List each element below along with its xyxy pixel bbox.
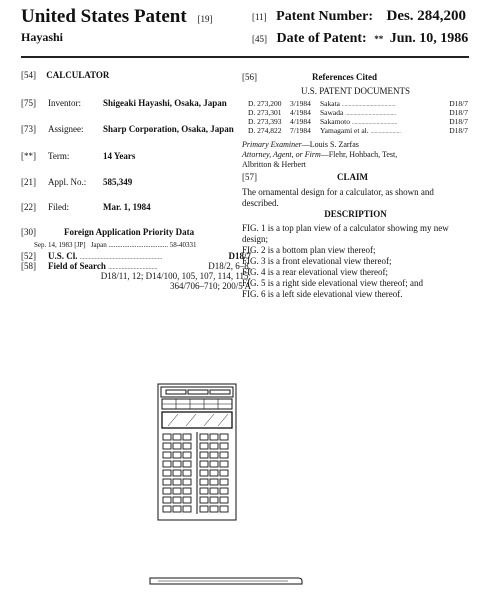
priority-line: Sep. 14, 1983 [JP] Japan .................................. 58-40331 [34,241,197,249]
calculator-key [183,479,191,485]
reference-number: D. 273,301 [248,108,282,117]
field-code: [30] [21,227,36,237]
leader-dots: ................................. [108,265,158,271]
calculator-key [220,452,228,458]
calculator-key [210,434,218,440]
field-code: [22] [21,202,36,212]
uscl-label-text: U.S. Cl. [48,251,80,261]
num-label: Patent Number: [276,9,373,24]
assignee-field [21,124,251,135]
examiner-line [242,140,359,150]
field-code: [57] [242,172,257,182]
calculator-key [183,452,191,458]
calculator-key [210,506,218,512]
leader-dots: ..................................... [345,111,397,117]
calculator-key [200,479,208,485]
calculator-key [210,461,218,467]
priority-title: Foreign Application Priority Data [64,227,195,237]
reference-inventor [320,126,401,137]
term-field [21,151,251,162]
date-of-patent-line [252,30,468,48]
reference-class: D18/7 [449,117,468,126]
filed-field [21,202,251,213]
reference-class: D18/7 [449,126,468,135]
calculator-key [163,506,171,512]
calculator-key [210,479,218,485]
inventor-value: Shigeaki Hayashi, Osaka, Japan [103,98,227,108]
calculator-key [173,470,181,476]
reference-inventor-name: Yamagami et al. [320,126,369,135]
calculator-key [220,443,228,449]
title-field [21,70,109,81]
date-label: Date of Patent: [276,31,367,46]
figure-text: is a right side elevational view thereof; and [265,278,423,288]
calculator-key [183,461,191,467]
calculator-key [200,443,208,449]
figure-label: FIG. 6 [242,289,266,299]
date-code: [45] [252,34,267,44]
filed-value: Mar. 1, 1984 [103,202,151,212]
assignee-value: Sharp Corporation, Osaka, Japan [103,124,234,134]
figure-description [242,256,467,267]
field-label: Inventor: [48,98,81,108]
figure-text: is a top plan view of a calculator showing my new design; [242,223,449,244]
appl-value: 585,349 [103,177,133,187]
calculator-key [220,497,228,503]
field-code: [56] [242,72,257,82]
attorney-line-2: Albritton & Herbert [242,160,306,169]
references-title: References Cited [312,72,378,82]
us-patent-documents-title: U.S. PATENT DOCUMENTS [300,86,411,96]
priority-header [21,227,251,238]
patent-date: Jun. 10, 1986 [389,31,469,46]
figure-text: is a rear elevational view thereof; [265,267,388,277]
figure-label: FIG. 5 [242,278,266,288]
field-label: Filed: [48,202,70,212]
calculator-key [210,470,218,476]
top-keys-row [166,390,230,394]
leader-dots: ...................... [370,129,401,135]
side-view [150,578,302,584]
patent-number-line [252,7,466,26]
field-label: Assignee: [48,124,84,134]
patent-title [21,6,212,30]
display-window [162,412,232,428]
calculator-key [183,434,191,440]
references-header [242,72,469,83]
calculator-key [200,506,208,512]
field-code: [21] [21,177,36,187]
field-code: [75] [21,98,36,108]
keypad-keys [163,434,228,512]
calculator-key [163,470,171,476]
figure-label: FIG. 1 [242,223,266,233]
invention-title: CALCULATOR [46,70,110,80]
figure-description [242,289,467,300]
attorney-value: —Flehr, Hohbach, Test, [320,150,398,159]
calculator-key [163,452,171,458]
display-hatch [168,414,228,426]
calculator-key [210,488,218,494]
calculator-key [200,461,208,467]
figure-description [242,245,467,256]
calculator-key [220,470,228,476]
attorney-label: Attorney, Agent, or Firm [242,150,321,159]
calculator-key [220,434,228,440]
calculator-key [163,497,171,503]
calculator-key [163,443,171,449]
claim-header [242,172,469,183]
figure-label: FIG. 3 [242,256,266,266]
leader-dots: ....................................... [341,102,396,108]
figure-description [242,278,467,289]
num-code: [11] [252,12,267,22]
calculator-key [200,488,208,494]
uscl-value: D18/7 [228,251,251,261]
field-label: Term: [48,151,70,161]
calculator-key [220,461,228,467]
calculator-key [173,452,181,458]
patent-number: Des. 284,200 [386,8,467,24]
calculator-key [210,452,218,458]
calculator-key [173,506,181,512]
calculator-key [173,488,181,494]
calculator-key [200,434,208,440]
calculator-key [200,452,208,458]
field-code: [52] [21,251,36,261]
reference-inventor-name: Sakata [320,99,340,108]
calculator-key [173,497,181,503]
title-code: [19] [197,14,213,24]
calculator-key [163,479,171,485]
claim-text: The ornamental design for a calculator, as shown and described. [242,187,434,208]
field-label: Appl. No.: [48,177,87,187]
examiner-value: —Louis S. Zarfas [301,140,359,149]
calculator-key [200,470,208,476]
calculator-key [173,461,181,467]
leader-dots: ....................................................... [79,255,163,261]
calculator-key [163,488,171,494]
calculator-key [163,461,171,467]
calculator-key [220,479,228,485]
calculator-key [183,470,191,476]
calculator-key [210,497,218,503]
calculator-key [173,443,181,449]
inventor-surname: Hayashi [21,30,64,44]
calculator-key [220,506,228,512]
inventor-field [21,98,251,109]
calculator-key [200,497,208,503]
field-code: [73] [21,124,36,134]
search-value-1: D18/2, 6–8, [208,261,251,271]
figure-text: is a left side elevational view thereof. [265,289,403,299]
examiner-label: Primary Examiner [242,140,302,149]
term-value: 14 Years [103,151,136,161]
claim-title: CLAIM [337,172,368,182]
calculator-key [183,443,191,449]
reference-date: 4/1984 [290,108,311,117]
reference-date: 3/1984 [290,99,311,108]
calculator-key [220,488,228,494]
title-text: United States Patent [21,6,187,27]
reference-date: 7/1984 [290,126,311,135]
calculator-key [163,434,171,440]
calculator-key [183,488,191,494]
reference-class: D18/7 [449,108,468,117]
attorney-line [242,150,397,160]
figure-description [242,223,467,245]
field-code: [**] [21,151,36,161]
figure-text: is a front elevational view thereof; [265,256,392,266]
reference-inventor-name: Sakamoto [320,117,350,126]
calculator-key [173,479,181,485]
reference-number: D. 274,822 [248,126,282,135]
date-star: ** [374,34,384,44]
header-rule [21,56,469,58]
top-bezel [161,387,233,397]
calculator-key [183,497,191,503]
appl-field [21,177,251,188]
search-value-2: D18/11, 12; D14/100, 105, 107, 114, 115; [100,271,251,281]
figure-label: FIG. 2 [242,245,266,255]
reference-class: D18/7 [449,99,468,108]
field-code: [54] [21,70,36,80]
calculator-key [173,434,181,440]
reference-inventor-name: Sawada [320,108,344,117]
figures-list [242,223,467,300]
search-value-3: 364/706–710; 200/5 A [169,281,251,291]
reference-number: D. 273,393 [248,117,282,126]
calculator-key [210,443,218,449]
reference-date: 4/1984 [290,117,311,126]
calculator-key [183,506,191,512]
figure-text: is a bottom plan view thereof; [265,245,376,255]
leader-dots: ................................. [351,120,398,126]
solar-cells [162,399,232,409]
reference-number: D. 273,200 [248,99,282,108]
figure-description [242,267,467,278]
figure-label: FIG. 4 [242,267,266,277]
field-code: [58] [21,261,36,271]
search-label-text: Field of Search [48,261,106,271]
description-title: DESCRIPTION [324,209,387,219]
calculator-drawing [148,382,306,594]
